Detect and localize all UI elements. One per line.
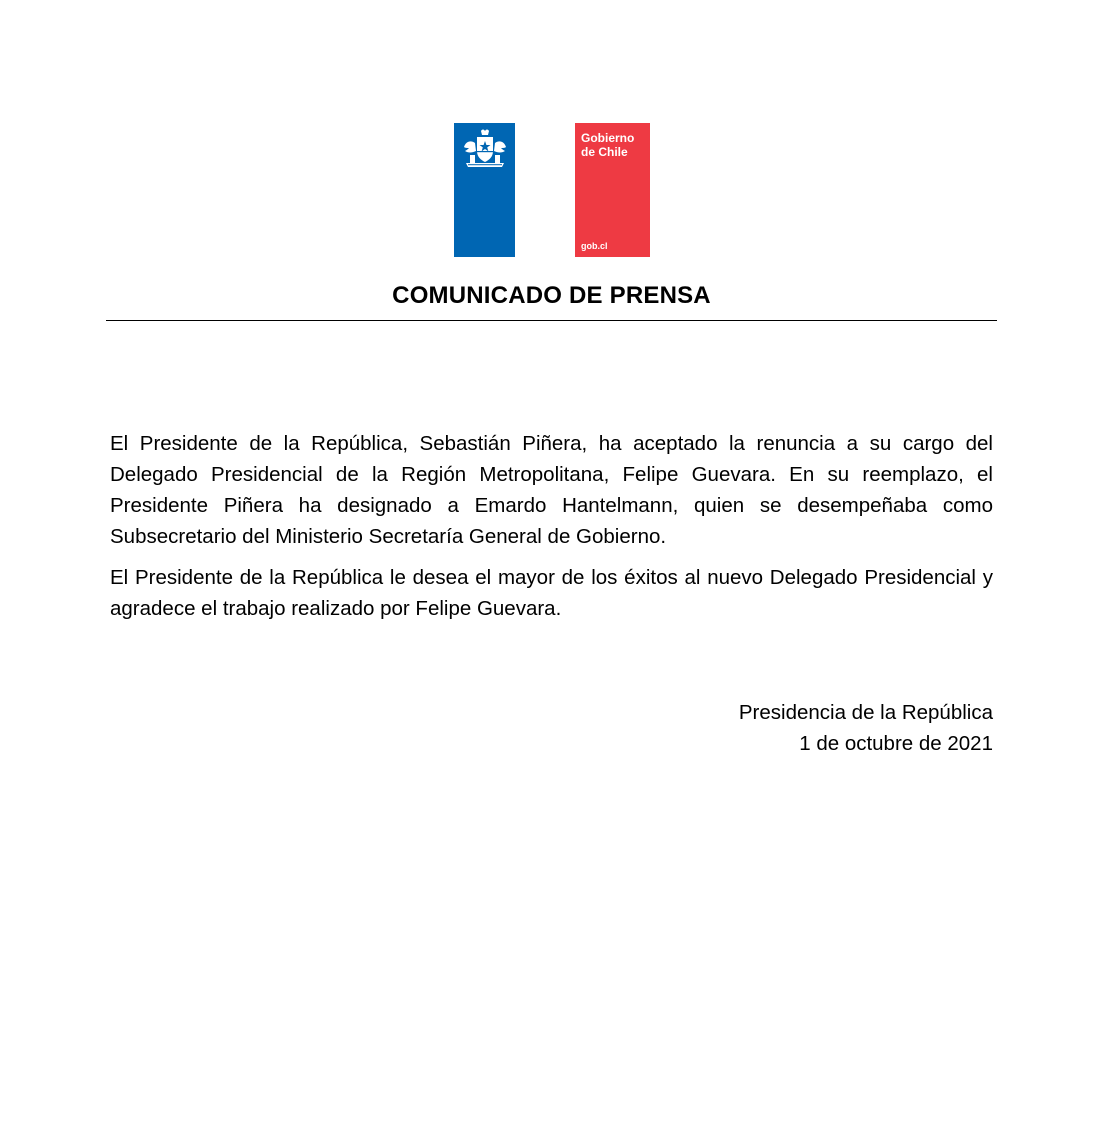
logo-red-line2: de Chile xyxy=(581,145,628,159)
body-paragraph-2: El Presidente de la República le desea el mayor de los éxitos al nuevo Delegado Presidencial y agradece el trabajo realizado por Felipe Guevara. xyxy=(110,566,993,620)
title-divider xyxy=(106,320,997,321)
press-release-body xyxy=(110,428,993,634)
chile-coat-of-arms-icon xyxy=(460,129,510,171)
logo-red-line1: Gobierno xyxy=(581,131,635,145)
signature-block xyxy=(600,697,993,759)
gobierno-de-chile-logo xyxy=(454,123,650,257)
signature-org: Presidencia de la República xyxy=(738,701,993,724)
logo-red-band xyxy=(575,123,650,257)
logo-blue-band xyxy=(454,123,515,257)
page-title: COMUNICADO DE PRENSA xyxy=(392,282,711,309)
body-paragraph-1: El Presidente de la República, Sebastián Piñera, ha aceptado la renuncia a su cargo del Delegado Presidencial de la Región Metropolitana, Felipe Guevara. En su reemplazo, el Presidente Piñera ha designado a Emardo Hantelmann, quien se desempeñaba como Subsecretario del Ministerio Secretaría General de Gobierno. xyxy=(110,432,993,548)
logo-red-title xyxy=(581,131,634,159)
signature-date: 1 de octubre de 2021 xyxy=(799,732,993,755)
logo-red-url: gob.cl xyxy=(581,241,608,251)
